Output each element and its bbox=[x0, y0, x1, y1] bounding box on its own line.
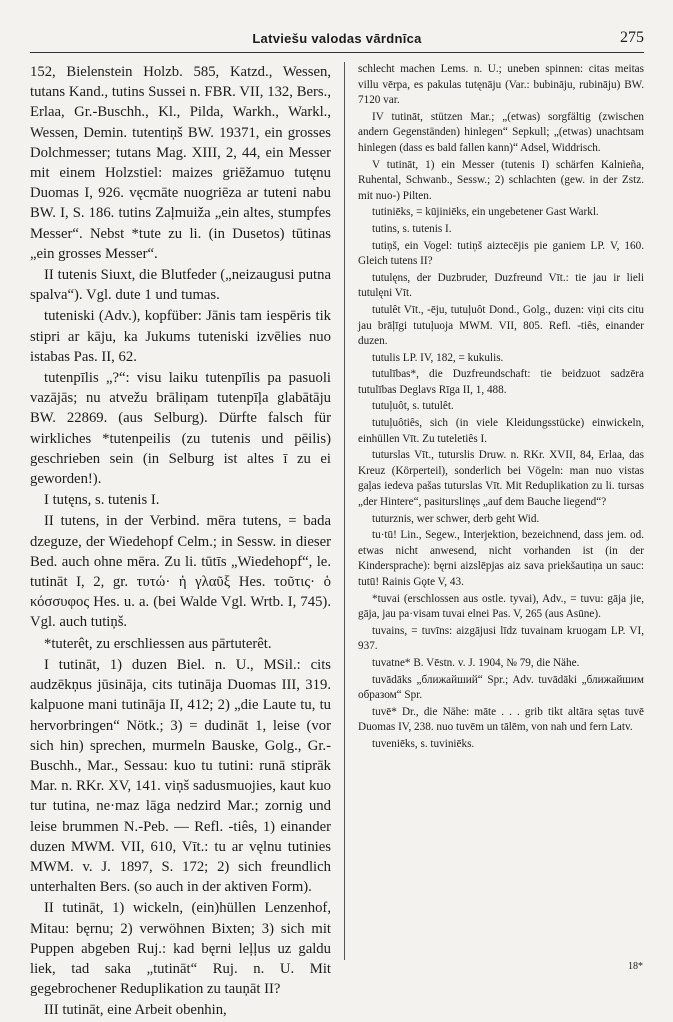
entry: tuveniēks, s. tuviniēks. bbox=[372, 737, 475, 750]
entry: tutenpīlis „?“: visu laiku tutenpīlis pa pasuoli vazājās; nu atvežu brāliņam tutenpīļa glabātāju BW. 22869. (aus Selburg). Dürfte falsch für wirkliches *tutenpeilis (zu tutenis und pēilis) geschrieben sein (in Selburg ist altes ī zu ei geworden!). bbox=[30, 370, 331, 488]
entry: 152, Bielenstein Holzb. 585, Katzd., Wessen, tutans Kand., tutins Sussei n. FBR. VII, 132, Bers., Erlaa, Gr.-Buschh., Kl., Pilda, Warkh., Warkl., Wessen, Demin. tutentiņš BW. 19371, ein grosses Dolchmesser; tutans Mag. XIII, 2, 44, ein Messer mit einem Holzstiel: maizes griēžamuo tutęnu Duomas I, 926. vęcmāte nuogriēza ar tuteni nabu BW. I, S. 186. tutins Zaļmuiža „ein altes, stumpfes Messer“. Nebst *tute zu li. (in Dusetos) tūtinas „ein grosses Messer“. bbox=[30, 64, 331, 262]
entry: *tuterêt, zu erschliessen aus pārtuterêt. bbox=[44, 635, 272, 652]
right-column bbox=[358, 62, 644, 754]
entry: III tutināt, eine Arbeit obenhin, bbox=[44, 1002, 227, 1019]
left-column bbox=[30, 62, 331, 1022]
entry: tutiņš, ein Vogel: tutiņš aiztecējis pie ganiem LP. V, 160. Gleich tutens II? bbox=[358, 239, 644, 268]
column-divider bbox=[344, 62, 345, 960]
signature-mark: 18* bbox=[628, 961, 643, 972]
entry: I tutęns, s. tutenis I. bbox=[44, 492, 160, 509]
entry: tuvatne* B. Vēstn. v. J. 1904, № 79, die Nähe. bbox=[372, 656, 580, 669]
entry: tutulības*, die Duzfreundschaft: tie beidzuot sadzēra tutulības Deglavs Rīga II, 1, 488. bbox=[358, 368, 644, 396]
entry: I tutināt, 1) duzen Biel. n. U., MSil.: cits audzēkņus jūsināja, cits tutināja Duomas III, 319. kalpuone mani tutināja II, 412; 2) „die Laute tu, tu hervorbringen“ Nötk.; 3) = dudināt 1, leise (vor sich hin) sprechen, murmeln Bauske, Golg., Gr.-Buschh., Mar., Sessau: kuo tu tutini: runā stiprāk Mar. n. RKr. XV, 141. viņš sadusmuojies, kaut kuo tur tutina, ne·maz lāga nedzird Mar.; zornig und leise brummen N.-Peb. — Refl. -tiês, 1) einander duzen MWM. VII, 610, Vīt.: tu ar vęlnu tutinies MWM. v. J. 1897, S. 172; 2) sich freundlich unterhalten Bers. (so auch in der aktiven Form). bbox=[30, 656, 331, 896]
entry: tutulêt Vīt., -ēju, tutuļuôt Dond., Golg., duzen: viņi cits citu jau brāļīgi tutuļuoja MWM. VII, 805. Refl. -tiês, einander duzen. bbox=[358, 303, 644, 348]
entry: tutuļuôt, s. tutulêt. bbox=[372, 400, 454, 413]
entry: *tuvai (erschlossen aus ostle. tyvai), Adv., = tuvu: gāja jie, gāja, jau pa·visam tuvai elnei Pas. V, 265 (aus Asūne). bbox=[358, 592, 644, 621]
entry: tutulęns, der Duzbruder, Duzfreund Vīt.: tie jau ir lieli tutulęni Vīt. bbox=[358, 271, 644, 300]
entry: V tutināt, 1) ein Messer (tutenis I) schärfen Kalnieña, Ruhental, Schwanb., Sessw.; 2) schlachten (gew. in der Zstz. mit nuo-) Pilten. bbox=[358, 158, 644, 202]
entry: tuvains, = tuvīns: aizgājusi līdz tuvainam kruogam LP. VI, 937. bbox=[358, 624, 644, 653]
entry: tuvādāks „ближайший“ Spr.; Adv. tuvādāki „ближайшим образом“ Spr. bbox=[358, 673, 644, 702]
entry: tuteniski (Adv.), kopfüber: Jānis tam iespēris tik stipri ar kāju, ka Jukums tuteniski izvēlies nuo istabas Pas. II, 62. bbox=[30, 308, 331, 365]
entry: tu·tū! Lin., Segew., Interjektion, bezeichnend, dass jem. od. etwas nicht anwesend, nicht vorhanden ist (in der Kindersprache): bęrni aizslēpjas aiz sava priekšautiņa un sauc: tutū! Rainis Gǫte V, 43. bbox=[358, 529, 644, 588]
page-header bbox=[30, 28, 644, 53]
running-title: Latviešu valodas vārdnīca bbox=[252, 31, 422, 46]
entry: II tutenis Siuxt, die Blutfeder („neizaugusi putna spalva“). Vgl. dute 1 und tumas. bbox=[30, 267, 331, 304]
entry: tuvē* Dr., die Nähe: māte . . . grib tikt altāra sętas tuvē Duomas IV, 238. nuo tuvēm un tālēm, von nah und fern Latv. bbox=[358, 705, 644, 734]
entry: II tutināt, 1) wickeln, (ein)hüllen Lenzenhof, Mitau: bęrnu; 2) verwöhnen Bixten; 3) sich mit Puppen abgeben Ruj.: kad bęrni leļļus uz galdu liek, tad saka „tutināt“ Ruj. n. U. Mit gegebrochener Reduplikation zu tauņāt II? bbox=[30, 900, 331, 998]
entry: II tutens, in der Verbind. mēra tutens, = bada dzeguze, der Wiedehopf Celm.; in Sessw. in dieser Bed. auch ohne mēra. Zu li. tūtīs „Wiedehopf“, le. tutināt I, 2, gr. τυτώ· ἡ γλαῦξ Hes. τοῦτις· ὁ κόσσυφος Hes. u. a. (bei Walde Vgl. Wrtb. I, 745). Vgl. auch tutiņš. bbox=[30, 513, 331, 631]
entry: tuturslas Vīt., tuturslis Druw. n. RKr. XVII, 84, Erlaa, das Kreuz (Körperteil), sonderlich bei Vögeln: man nuo vistas gaļas iedeva pašas tuturslas Vīt. Mit Reduplikation zu li. tursas „der Hintere“, pasiturslinęs „auf dem Bauche liegend“? bbox=[358, 449, 644, 509]
entry: tutins, s. tutenis I. bbox=[372, 222, 452, 235]
entry: tutulis LP. IV, 182, = kukulis. bbox=[372, 351, 504, 364]
entry: IV tutināt, stützen Mar.; „(etwas) sorgfältig (zwischen andern Gegenständen) hinlegen“ Sepkull; „(etwas) unachtsam hinlegen (dass es bald fallen kann)“ Adsel, Widdrisch. bbox=[358, 110, 644, 154]
entry: tuturznis, wer schwer, derb geht Wid. bbox=[372, 512, 540, 525]
entry: tutuļuôtiês, sich (in viele Kleidungsstücke) einwickeln, einhüllen Vīt. Zu tuteletiês I. bbox=[358, 417, 644, 445]
entry: tutiniēks, = kūjiniēks, ein ungebetener Gast Warkl. bbox=[372, 206, 599, 219]
page-number: 275 bbox=[620, 29, 644, 46]
entry: schlecht machen Lems. n. U.; uneben spinnen: citas meitas villu vērpa, es pakulas tutęnāju (Var.: bubināju, rubināju) BW. 7120 var. bbox=[358, 63, 644, 107]
